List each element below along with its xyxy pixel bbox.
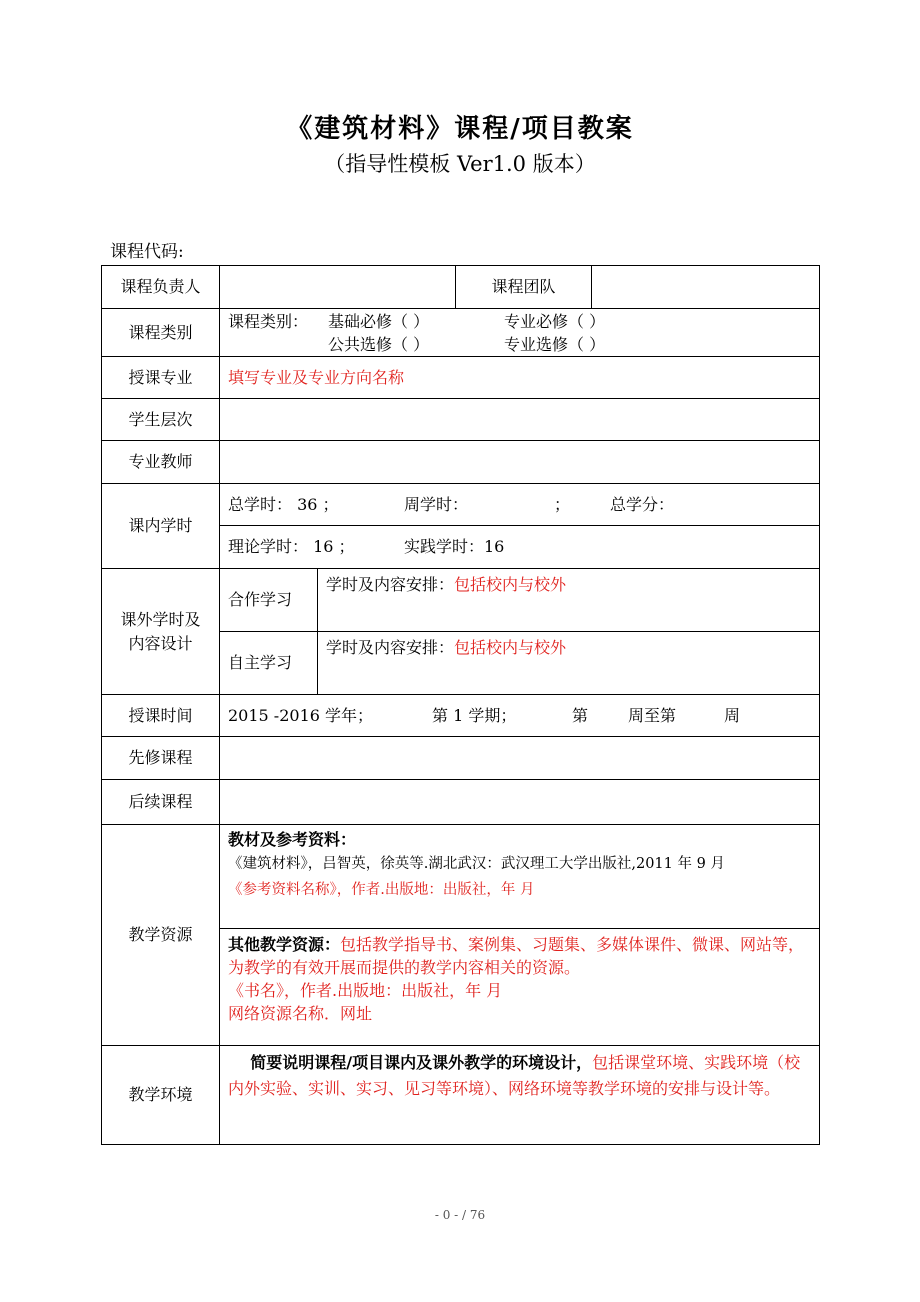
total-credits: 总学分：	[610, 494, 675, 514]
textbook-heading: 教材及参考资料：	[228, 830, 357, 849]
teacher-label: 专业教师	[102, 441, 220, 484]
environment-detail-1: 包括课堂环境、实践环境（校	[592, 1053, 801, 1072]
practice-hours: 实践学时：16	[404, 537, 505, 556]
course-team-label: 课程团队	[456, 266, 592, 309]
other-resources-text-2: 为教学的有效开展而提供的教学内容相关的资源。	[228, 958, 581, 977]
hours-label: 课内学时	[102, 484, 220, 569]
academic-year: 2015 -2016 学年；	[228, 705, 374, 725]
course-category-value	[220, 309, 820, 357]
student-level-label: 学生层次	[102, 399, 220, 441]
extra-hours-label	[102, 569, 220, 695]
option-basic-required[interactable]: 基础必修（ ）	[328, 311, 430, 331]
course-leader-label: 课程负责人	[102, 266, 220, 309]
page-number: - 0 - / 76	[434, 1208, 486, 1222]
total-hours: 总学时： 36 ；	[228, 494, 339, 514]
textbook-entry-2: 《参考资料名称》，作者.出版地：出版社，年 月	[228, 882, 535, 898]
document-subtitle: （指导性模板 Ver1.0 版本）	[324, 152, 596, 176]
hours-line-2	[220, 526, 820, 569]
row-course-leader	[102, 266, 820, 309]
row-followup	[102, 780, 820, 825]
extra-hours-label-line-2: 内容设计	[128, 633, 193, 653]
self-learning-label: 自主学习	[220, 632, 318, 695]
self-arrange-value: 包括校内与校外	[454, 638, 567, 657]
self-arrange-prefix: 学时及内容安排：	[326, 638, 455, 657]
major-label: 授课专业	[102, 357, 220, 399]
textbook-entry-1: 《建筑材料》，吕智英，徐英等.湖北武汉：武汉理工大学出版社,2011 年 9 月	[228, 856, 725, 872]
row-prerequisite	[102, 737, 820, 780]
major-value[interactable]: 填写专业及专业方向名称	[220, 357, 820, 399]
course-category-label: 课程类别	[102, 309, 220, 357]
week-mid: 周至第	[628, 705, 677, 725]
row-hours-top	[102, 484, 820, 526]
theory-hours: 理论学时： 16 ；	[228, 537, 355, 556]
row-course-category	[102, 309, 820, 357]
self-learning-value[interactable]	[318, 632, 820, 695]
row-student-level	[102, 399, 820, 441]
coop-arrange-prefix: 学时及内容安排：	[326, 575, 455, 594]
teaching-time-value	[220, 695, 820, 737]
other-resources-block[interactable]	[220, 929, 820, 1046]
semester: 第 1 学期；	[432, 705, 517, 725]
coop-arrange-value: 包括校内与校外	[454, 575, 567, 594]
prerequisite-value[interactable]	[220, 737, 820, 780]
course-leader-value[interactable]	[220, 266, 456, 309]
student-level-value[interactable]	[220, 399, 820, 441]
followup-value[interactable]	[220, 780, 820, 825]
environment-intro: 简要说明课程/项目课内及课外教学的环境设计，	[228, 1053, 593, 1072]
hours-semicolon: ；	[554, 494, 571, 514]
environment-detail-2: 内外实验、实训、实习、见习等环境）、网络环境等教学环境的安排与设计等。	[228, 1079, 781, 1098]
weekly-hours: 周学时：	[404, 494, 469, 514]
option-major-elective[interactable]: 专业选修（ ）	[504, 334, 606, 354]
environment-value[interactable]	[220, 1046, 820, 1145]
teaching-time-label: 授课时间	[102, 695, 220, 737]
row-extra-coop	[102, 569, 820, 632]
hours-line-1	[220, 484, 820, 526]
course-team-value[interactable]	[592, 266, 820, 309]
row-environment	[102, 1046, 820, 1145]
other-resources-web: 网络资源名称．网址	[228, 1004, 373, 1023]
category-prefix: 课程类别：	[228, 311, 309, 331]
textbook-block[interactable]	[220, 825, 820, 929]
row-teaching-time	[102, 695, 820, 737]
row-major	[102, 357, 820, 399]
row-teacher	[102, 441, 820, 484]
extra-hours-label-line-1: 课外学时及	[120, 609, 201, 629]
other-resources-book: 《书名》，作者.出版地：出版社，年 月	[228, 981, 503, 1000]
other-resources-heading: 其他教学资源：	[228, 935, 341, 954]
row-resources-textbook	[102, 825, 820, 929]
resources-label: 教学资源	[102, 825, 220, 1046]
other-resources-text-1: 包括教学指导书、案例集、习题集、多媒体课件、微课、网站等，	[340, 935, 805, 954]
coop-learning-value[interactable]	[318, 569, 820, 632]
course-code-label: 课程代码:	[110, 242, 184, 262]
document-title: 《建筑材料》课程/项目教案	[286, 114, 634, 144]
option-public-elective[interactable]: 公共选修（ ）	[328, 334, 430, 354]
week-end-suffix: 周	[724, 705, 741, 725]
lesson-plan-table	[101, 265, 820, 1145]
followup-label: 后续课程	[102, 780, 220, 825]
option-major-required[interactable]: 专业必修（ ）	[504, 311, 606, 331]
teacher-value[interactable]	[220, 441, 820, 484]
prerequisite-label: 先修课程	[102, 737, 220, 780]
week-start-prefix: 第	[572, 705, 589, 725]
coop-learning-label: 合作学习	[220, 569, 318, 632]
environment-label: 教学环境	[102, 1046, 220, 1145]
